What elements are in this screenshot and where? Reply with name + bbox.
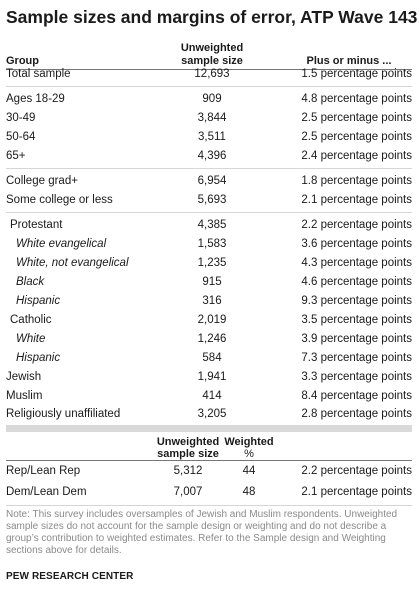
- row-margin-of-error: 7.3 percentage points: [301, 352, 412, 364]
- column-header-sample-size: Unweighted sample size: [180, 42, 244, 67]
- row-label: Jewish: [6, 371, 42, 383]
- row-sample-size: 12,693: [194, 68, 230, 80]
- row-sample-size: 909: [202, 93, 222, 105]
- row-margin-of-error: 2.1 percentage points: [301, 486, 412, 498]
- section-divider: [6, 425, 412, 432]
- row-divider: [6, 168, 412, 169]
- row-sample-size: 5,693: [197, 194, 227, 206]
- row-margin-of-error: 4.8 percentage points: [301, 93, 412, 105]
- row-sample-size: 3,511: [198, 131, 226, 143]
- row-margin-of-error: 2.4 percentage points: [301, 150, 412, 162]
- row-label: Dem/Lean Dem: [6, 486, 87, 498]
- row-margin-of-error: 2.2 percentage points: [301, 219, 412, 231]
- row-divider: [6, 86, 412, 87]
- row-weighted-percent: 48: [242, 486, 256, 498]
- table-row: [0, 310, 420, 330]
- row-sample-size: 316: [202, 295, 222, 307]
- table-title: Sample sizes and margins of error, ATP Wave 143: [6, 7, 418, 27]
- table-row: [0, 64, 420, 84]
- row-sample-size: 4,396: [197, 150, 227, 162]
- row-label: 65+: [6, 150, 26, 162]
- row-sample-size: 4,385: [197, 219, 227, 231]
- row-margin-of-error: 2.2 percentage points: [301, 465, 412, 477]
- table-row: [0, 253, 420, 273]
- party-row: [0, 461, 420, 481]
- row-margin-of-error: 3.6 percentage points: [301, 238, 412, 250]
- row-label: Catholic: [10, 314, 52, 326]
- footer-rule: [6, 505, 412, 506]
- party-row: [0, 482, 420, 502]
- row-sample-size: 1,235: [197, 257, 227, 269]
- row-label: White: [16, 333, 46, 345]
- table-row: [0, 89, 420, 109]
- row-sample-size: 584: [202, 352, 222, 364]
- row-margin-of-error: 4.6 percentage points: [301, 276, 412, 288]
- row-margin-of-error: 1.5 percentage points: [301, 68, 412, 80]
- row-margin-of-error: 1.8 percentage points: [301, 175, 412, 187]
- row-label: 50-64: [6, 131, 36, 143]
- row-weighted-percent: 44: [242, 465, 256, 477]
- row-sample-size: 6,954: [197, 175, 227, 187]
- row-sample-size: 1,583: [197, 238, 227, 250]
- weighted-label: Weighted: [224, 436, 274, 448]
- row-label: Black: [16, 276, 45, 288]
- row-label: Hispanic: [16, 352, 61, 364]
- table-row: [0, 348, 420, 368]
- table-row: [0, 127, 420, 147]
- row-label: Protestant: [10, 219, 63, 231]
- column-header-weighted: [224, 436, 274, 460]
- row-sample-size: 1,246: [197, 333, 227, 345]
- row-label: White, not evangelical: [16, 257, 129, 269]
- row-sample-size: 915: [202, 276, 222, 288]
- row-label: Ages 18-29: [6, 93, 65, 105]
- column-header-party-sample-size: Unweighted sample size: [156, 436, 220, 460]
- row-margin-of-error: 3.9 percentage points: [301, 333, 412, 345]
- row-margin-of-error: 3.3 percentage points: [301, 371, 412, 383]
- table-row: [0, 215, 420, 235]
- table-row: [0, 234, 420, 254]
- row-margin-of-error: 3.5 percentage points: [301, 314, 412, 326]
- row-label: Hispanic: [16, 295, 61, 307]
- column-header-group: Group: [6, 55, 39, 67]
- row-margin-of-error: 2.5 percentage points: [301, 131, 412, 143]
- row-sample-size: 1,941: [197, 371, 227, 383]
- row-label: Total sample: [6, 68, 71, 80]
- row-sample-size: 3,205: [197, 408, 227, 420]
- table-row: [0, 404, 420, 424]
- table-row: [0, 171, 420, 191]
- row-label: Some college or less: [6, 194, 113, 206]
- row-sample-size: 3,844: [197, 112, 227, 124]
- row-margin-of-error: 2.8 percentage points: [301, 408, 412, 420]
- row-label: Rep/Lean Rep: [6, 465, 81, 477]
- table-row: [0, 272, 420, 292]
- row-margin-of-error: 9.3 percentage points: [301, 295, 412, 307]
- table-row: [0, 291, 420, 311]
- table-row: [0, 108, 420, 128]
- row-margin-of-error: 2.1 percentage points: [301, 194, 412, 206]
- row-label: Muslim: [6, 390, 43, 402]
- source-credit: PEW RESEARCH CENTER: [6, 571, 134, 582]
- table-note: Note: This survey includes oversamples of Jewish and Muslim respondents. Unweighted sample sizes do not account for the sample design or weighting and do not describe a group’s contribution to weighted estimates. Refer to the Sample design and Weighting sections above for details.: [6, 509, 398, 556]
- table-row: [0, 146, 420, 166]
- weighted-unit: %: [244, 448, 254, 460]
- row-margin-of-error: 8.4 percentage points: [301, 390, 412, 402]
- row-sample-size: 2,019: [197, 314, 227, 326]
- row-sample-size: 414: [202, 390, 222, 402]
- column-header-margin-of-error: Plus or minus ...: [306, 55, 392, 67]
- table-row: [0, 386, 420, 406]
- row-label: Religiously unaffiliated: [6, 408, 121, 420]
- row-label: 30-49: [6, 112, 36, 124]
- table-row: [0, 367, 420, 387]
- row-divider: [6, 212, 412, 213]
- row-label: College grad+: [6, 175, 78, 187]
- table-row: [0, 329, 420, 349]
- row-sample-size: 7,007: [173, 486, 203, 498]
- row-sample-size: 5,312: [173, 465, 203, 477]
- row-label: White evangelical: [16, 238, 107, 250]
- row-margin-of-error: 2.5 percentage points: [301, 112, 412, 124]
- table-row: [0, 190, 420, 210]
- row-margin-of-error: 4.3 percentage points: [301, 257, 412, 269]
